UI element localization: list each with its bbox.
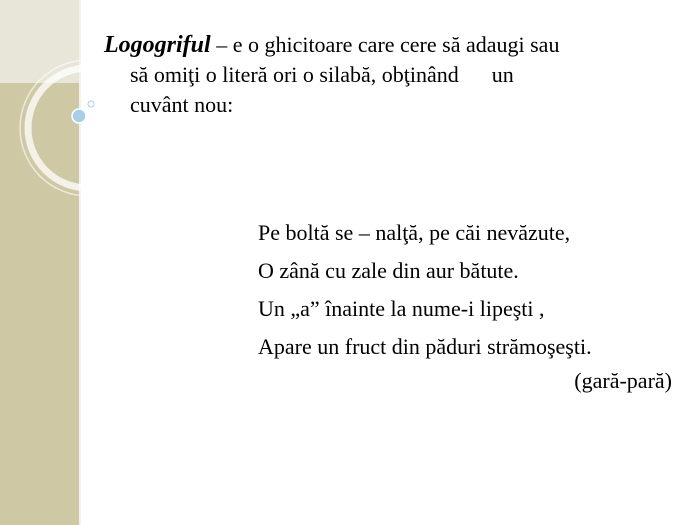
- poem-verse-4: Apare un fruct din păduri strămoşeşti.: [258, 334, 592, 359]
- definition-line-2: să omiţi o literă ori o silabă, obţinând un: [130, 62, 514, 87]
- poem-verse-3: Un „a” înainte la nume-i lipeşti ,: [258, 296, 545, 321]
- definition-line-1-rest: – e o ghicitoare care cere să adaugi sau: [210, 32, 560, 57]
- poem-verse-2: O zână cu zale din aur bătute.: [258, 258, 519, 283]
- definition-line-3: cuvânt nou:: [130, 92, 234, 117]
- term-logogriful: Logogriful: [104, 32, 211, 58]
- definition-line-1: [104, 30, 684, 60]
- blue-dot: [72, 109, 86, 123]
- decorative-circles: [0, 0, 120, 220]
- definition-text: [104, 30, 684, 120]
- poem-verse-1: Pe boltă se – nalţă, pe căi nevăzute,: [258, 220, 571, 245]
- riddle-answer: (gară-pară): [574, 368, 672, 393]
- poem: [258, 214, 678, 400]
- small-dot: [88, 101, 94, 107]
